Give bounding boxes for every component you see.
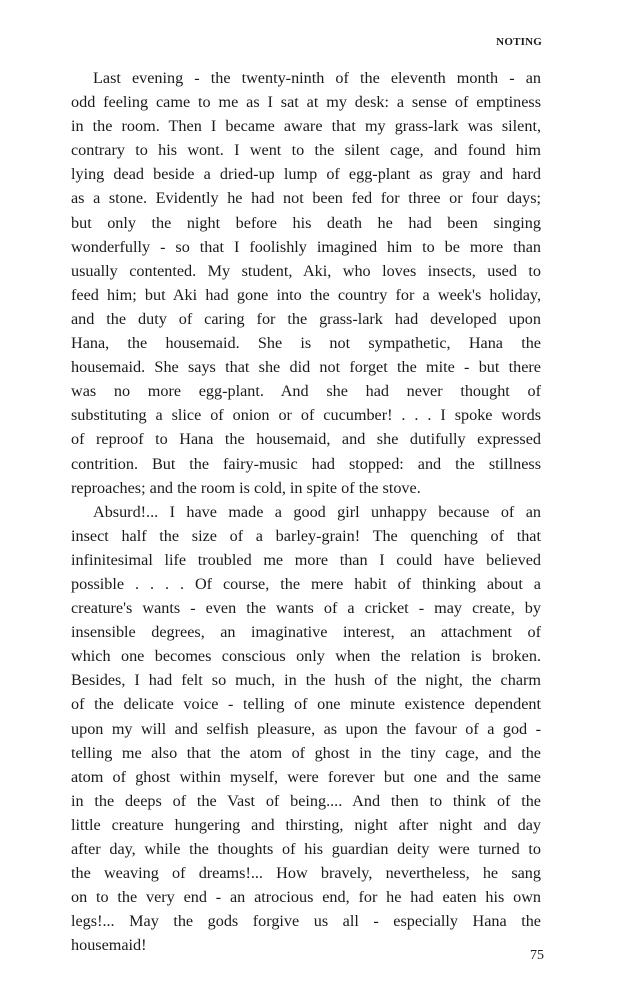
text-line: insensible degrees, an imaginative interest, an attachment of bbox=[71, 623, 541, 642]
text-line: housemaid! bbox=[71, 936, 147, 955]
text-line: Last evening - the twenty-ninth of the eleventh month - an bbox=[93, 69, 541, 87]
text-line: contrition. But the fairy-music had stopped: and the stillness bbox=[71, 454, 541, 473]
text-line: atom of ghost within myself, were forever but one and the same bbox=[71, 767, 541, 786]
body-text bbox=[71, 66, 541, 957]
text-line: was no more egg-plant. And she had never thought of bbox=[71, 382, 541, 401]
text-line: of the delicate voice - telling of one minute existence dependent bbox=[71, 695, 541, 714]
text-line: feed him; but Aki had gone into the country for a week's holiday, bbox=[71, 285, 541, 304]
text-line: substituting a slice of onion or of cucumber! . . . I spoke words bbox=[71, 406, 541, 425]
text-line: odd feeling came to me as I sat at my desk: a sense of emptiness bbox=[71, 93, 541, 112]
text-line: Hana, the housemaid. She is not sympathetic, Hana the bbox=[71, 334, 541, 353]
text-line: on to the very end - an atrocious end, for he had eaten his own bbox=[71, 888, 541, 907]
text-line: wonderfully - so that I foolishly imagined him to be more than bbox=[71, 237, 541, 256]
text-line: Absurd!... I have made a good girl unhappy because of an bbox=[93, 502, 541, 521]
text-line: as a stone. Evidently he had not been fed for three or four days; bbox=[71, 189, 541, 208]
text-line: in the deeps of the Vast of being.... And then to think of the bbox=[71, 791, 541, 810]
text-line: telling me also that the atom of ghost in the tiny cage, and the bbox=[71, 743, 541, 762]
text-line: insect half the size of a barley-grain! The quenching of that bbox=[71, 526, 541, 545]
running-header: NOTING bbox=[496, 36, 542, 48]
text-line: after day, while the thoughts of his guardian deity were turned to bbox=[71, 840, 541, 858]
text-line: which one becomes conscious only when the relation is broken. bbox=[71, 647, 541, 666]
text-line: and the duty of caring for the grass-lark had developed upon bbox=[71, 309, 541, 328]
text-line: lying dead beside a dried-up lump of egg-plant as gray and hard bbox=[71, 165, 541, 184]
text-line: the weaving of dreams!... How bravely, nevertheless, he sang bbox=[71, 864, 541, 883]
text-line: but only the night before his death he had been singing bbox=[71, 213, 541, 232]
text-line: housemaid. She says that she did not forget the mite - but there bbox=[71, 358, 541, 377]
text-line: little creature hungering and thirsting, night after night and day bbox=[71, 815, 541, 834]
text-line: creature's wants - even the wants of a cricket - may create, by bbox=[71, 599, 541, 618]
text-line: Besides, I had felt so much, in the hush of the night, the charm bbox=[71, 671, 541, 690]
text-line: possible . . . . Of course, the mere habit of thinking about a bbox=[71, 574, 541, 593]
text-line: contrary to his wont. I went to the silent cage, and found him bbox=[71, 141, 541, 160]
text-line: usually contented. My student, Aki, who loves insects, used to bbox=[71, 261, 541, 280]
text-line: of reproof to Hana the housemaid, and she dutifully expressed bbox=[71, 430, 541, 449]
text-line: upon my will and selfish pleasure, as upon the favour of a god - bbox=[71, 719, 541, 738]
text-line: reproaches; and the room is cold, in spite of the stove. bbox=[71, 478, 421, 497]
text-line: legs!... May the gods forgive us all - especially Hana the bbox=[71, 912, 541, 931]
page-number: 75 bbox=[530, 948, 544, 963]
text-line: in the room. Then I became aware that my grass-lark was silent, bbox=[71, 117, 541, 136]
text-line: infinitesimal life troubled me more than I could have believed bbox=[71, 550, 541, 569]
